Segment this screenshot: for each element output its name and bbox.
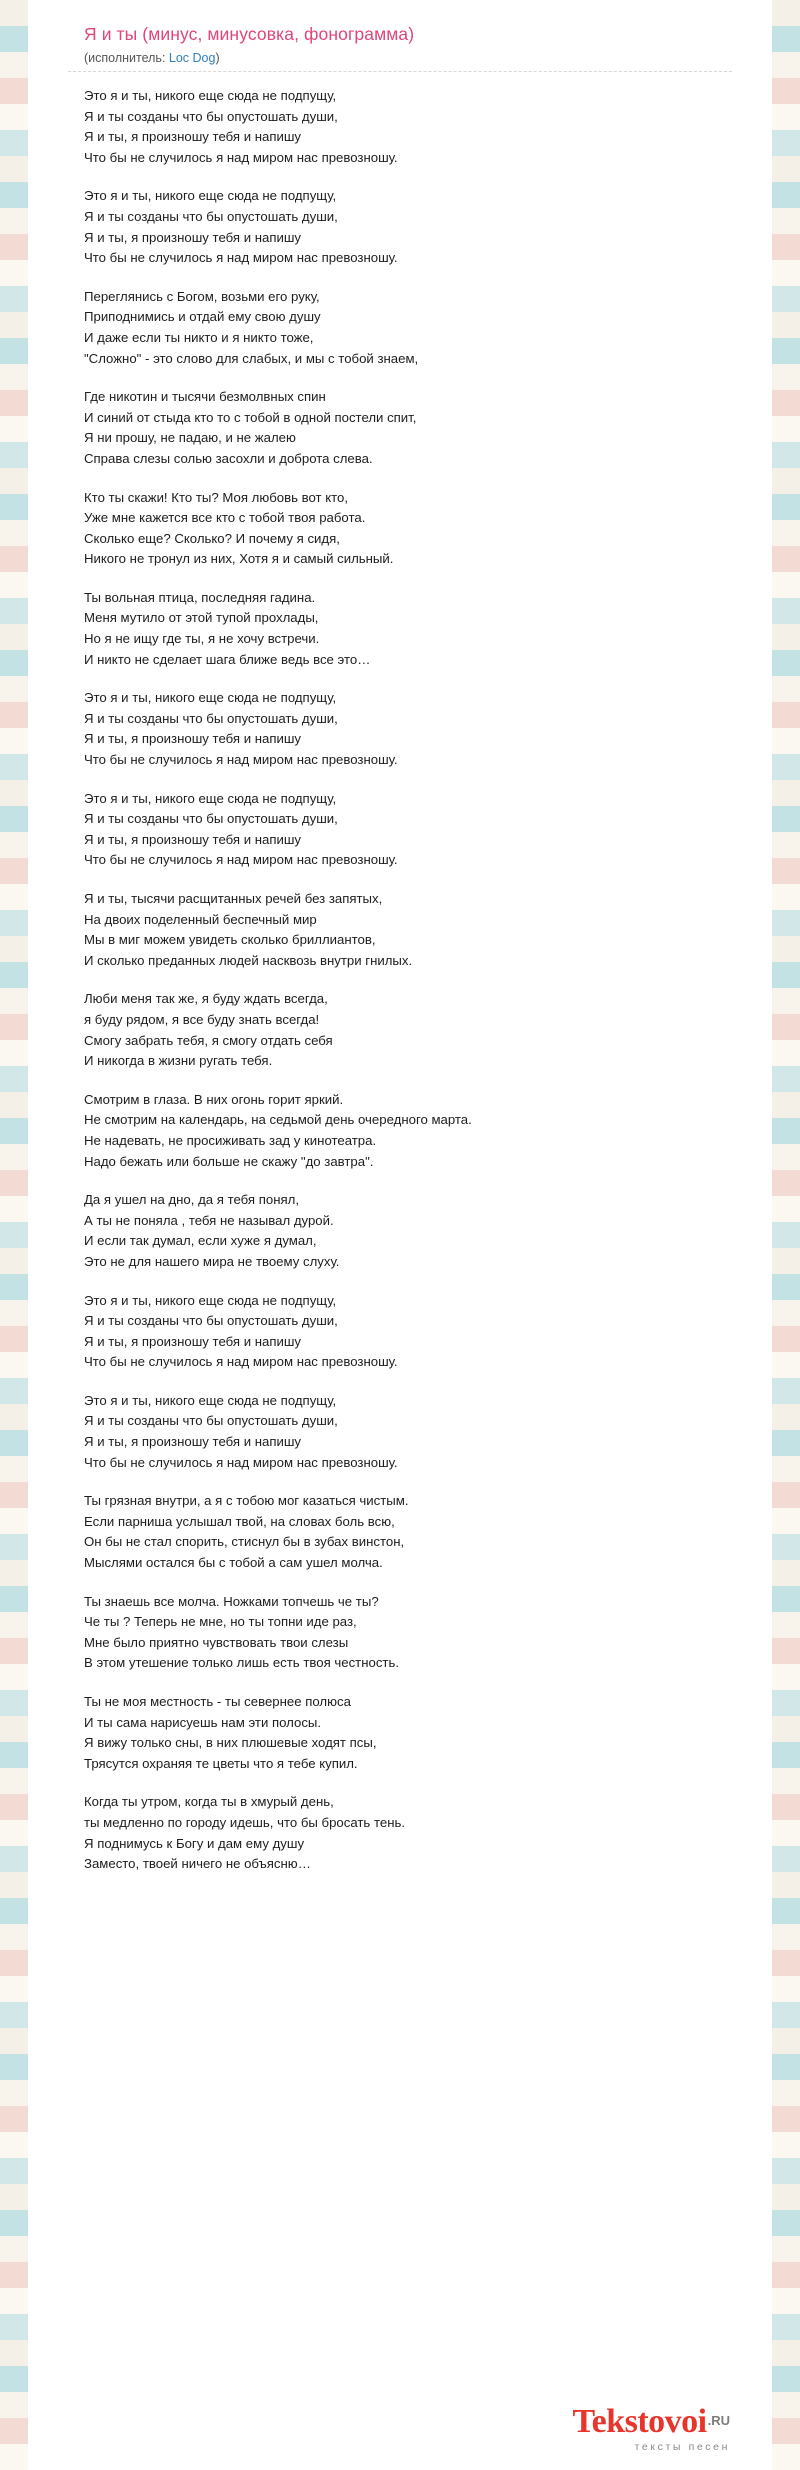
lyrics-line: Я и ты созданы что бы опустошать души,	[84, 710, 338, 726]
lyrics-verse	[84, 1090, 732, 1172]
lyrics-line: И ты сама нарисуешь нам эти полосы.	[84, 1714, 322, 1730]
lyrics-line: В этом утешение только лишь есть твоя честность.	[84, 1655, 399, 1671]
lyrics-line: И даже если ты никто и я никто тоже,	[84, 329, 314, 345]
lyrics-line: Это я и ты, никого еще сюда не подпущу,	[84, 1292, 337, 1308]
lyrics-verse	[84, 1391, 732, 1473]
lyrics-line: Трясутся охраняя те цветы что я тебе купил.	[84, 1755, 358, 1771]
logo-subtitle: тексты песен	[634, 2440, 730, 2453]
lyrics-line: Я и ты созданы что бы опустошать души,	[84, 208, 338, 224]
lyrics-line: Не смотрим на календарь, на седьмой день очередного марта.	[84, 1112, 472, 1128]
lyrics-line: Что бы не случилось я над миром нас превозношу.	[84, 1454, 398, 1470]
lyrics-line: Ты знаешь все молча. Ножками топчешь че ты?	[84, 1593, 379, 1609]
lyrics-line: Но я не ищу где ты, я не хочу встречи.	[84, 631, 320, 647]
lyrics-line: И никогда в жизни ругать тебя.	[84, 1053, 273, 1069]
lyrics-verse	[84, 488, 732, 570]
lyrics-line: Когда ты утром, когда ты в хмурый день,	[84, 1794, 334, 1810]
lyrics-verse	[84, 1491, 732, 1573]
lyrics-verse	[84, 1792, 732, 1874]
lyrics-line: И если так думал, если хуже я думал,	[84, 1233, 317, 1249]
lyrics-verse	[84, 86, 732, 168]
lyrics-verse	[84, 186, 732, 268]
lyrics-line: Я и ты созданы что бы опустошать души,	[84, 811, 338, 827]
lyrics-line: Я поднимусь к Богу и дам ему душу	[84, 1835, 305, 1851]
lyrics-line: Это я и ты, никого еще сюда не подпущу,	[84, 1392, 337, 1408]
lyrics-line: Я и ты, я произношу тебя и напишу	[84, 731, 302, 747]
lyrics-line: Да я ушел на дно, да я тебя понял,	[84, 1192, 299, 1208]
lyrics-verse	[84, 287, 732, 369]
lyrics-line: А ты не поняла , тебя не называл дурой.	[84, 1212, 334, 1228]
lyrics-line: Если парниша услышал твой, на словах боль всю,	[84, 1513, 395, 1529]
lyrics-line: Я и ты созданы что бы опустошать души,	[84, 1313, 338, 1329]
lyrics-line: Я и ты, я произношу тебя и напишу	[84, 229, 302, 245]
lyrics-line: ты медленно по городу идешь, что бы бросать тень.	[84, 1814, 406, 1830]
lyrics-line: Это я и ты, никого еще сюда не подпущу,	[84, 88, 337, 103]
lyrics-line: Я и ты, я произношу тебя и напишу	[84, 831, 302, 847]
lyrics-line: Надо бежать или больше не скажу "до завтра".	[84, 1153, 374, 1169]
lyrics-line: Ты грязная внутри, а я с тобою мог казаться чистым.	[84, 1493, 409, 1509]
artist-suffix-label: )	[215, 51, 220, 65]
lyrics-line: Я и ты, я произношу тебя и напишу	[84, 129, 302, 145]
lyrics-line: И никто не сделает шага ближе ведь все это…	[84, 651, 371, 667]
lyrics-line: Че ты ? Теперь не мне, но ты топни иде раз,	[84, 1614, 357, 1630]
lyrics-line: Это я и ты, никого еще сюда не подпущу,	[84, 188, 337, 204]
lyrics-verse	[84, 688, 732, 770]
logo-text: Tekstovoi	[572, 2402, 707, 2440]
lyrics-line: Сколько еще? Сколько? И почему я сидя,	[84, 530, 340, 546]
lyrics-page	[28, 0, 772, 2470]
lyrics-line: Уже мне кажется все кто с тобой твоя работа.	[84, 510, 366, 526]
lyrics-verse	[84, 1592, 732, 1674]
lyrics-line: Я и ты созданы что бы опустошать души,	[84, 108, 338, 124]
lyrics-line: Он бы не стал спорить, стиснул бы в зубах винстон,	[84, 1534, 405, 1550]
lyrics-line: Это я и ты, никого еще сюда не подпущу,	[84, 790, 337, 806]
lyrics-verse	[84, 588, 732, 670]
decorative-right-border	[772, 0, 800, 2470]
lyrics-line: я буду рядом, я все буду знать всегда!	[84, 1011, 320, 1027]
lyrics-line: Люби меня так же, я буду ждать всегда,	[84, 991, 328, 1007]
lyrics-body	[84, 86, 732, 1875]
lyrics-line: Никого не тронул из них, Хотя я и самый сильный.	[84, 551, 394, 567]
lyrics-line: Заместо, твоей ничего не объясню…	[84, 1856, 311, 1872]
lyrics-line: Что бы не случилось я над миром нас превозношу.	[84, 1354, 398, 1370]
decorative-left-border	[0, 0, 28, 2470]
lyrics-verse	[84, 889, 732, 971]
lyrics-line: Я вижу только сны, в них плюшевые ходят псы,	[84, 1735, 377, 1751]
divider	[68, 71, 732, 72]
lyrics-line: Меня мутило от этой тупой прохлады,	[84, 610, 319, 626]
lyrics-line: Смогу забрать тебя, я смогу отдать себя	[84, 1032, 333, 1048]
lyrics-line: И синий от стыда кто то с тобой в одной постели спит,	[84, 409, 417, 425]
lyrics-line: Ты вольная птица, последняя гадина.	[84, 589, 316, 605]
page-title: Я и ты (минус, минусовка, фонограмма)	[84, 24, 415, 44]
artist-link[interactable]: Loc Dog	[168, 51, 216, 65]
lyrics-line: Что бы не случилось я над миром нас превозношу.	[84, 250, 398, 266]
lyrics-line: Что бы не случилось я над миром нас превозношу.	[84, 852, 398, 868]
artist-prefix-label: (исполнитель:	[84, 51, 166, 65]
lyrics-line: Ты не моя местность - ты севернее полюса	[84, 1694, 351, 1709]
lyrics-line: Мыслями остался бы с тобой а сам ушел молча.	[84, 1555, 383, 1571]
lyrics-line: Я и ты, я произношу тебя и напишу	[84, 1333, 302, 1349]
lyrics-line: Я и ты созданы что бы опустошать души,	[84, 1413, 338, 1429]
lyrics-line: Не надевать, не просиживать зад у кинотеатра.	[84, 1132, 377, 1148]
lyrics-line: Приподнимись и отдай ему свою душу	[84, 309, 321, 325]
lyrics-verse	[84, 1291, 732, 1373]
lyrics-verse	[84, 387, 732, 469]
lyrics-verse	[84, 1190, 732, 1272]
lyrics-line: Я ни прошу, не падаю, и не жалею	[84, 430, 296, 446]
lyrics-line: Мы в миг можем увидеть сколько бриллиантов,	[84, 932, 376, 948]
lyrics-line: Что бы не случилось я над миром нас превозношу.	[84, 149, 398, 165]
lyrics-line: Что бы не случилось я над миром нас превозношу.	[84, 752, 398, 768]
lyrics-line: И сколько преданных людей насквозь внутри гнилых.	[84, 952, 413, 968]
lyrics-line: Это не для нашего мира не твоему слуху.	[84, 1253, 340, 1269]
lyrics-verse	[84, 989, 732, 1071]
lyrics-line: Справа слезы солью засохли и доброта слева.	[84, 450, 373, 466]
lyrics-line: Где никотин и тысячи безмолвных спин	[84, 389, 326, 405]
lyrics-line: Я и ты, я произношу тебя и напишу	[84, 1434, 302, 1450]
lyrics-verse	[84, 1692, 732, 1774]
lyrics-line: На двоих поделенный беспечный мир	[84, 911, 317, 927]
lyrics-line: Смотрим в глаза. В них огонь горит яркий.	[84, 1091, 344, 1107]
logo-tld: .RU	[707, 2413, 730, 2429]
artist-line	[84, 51, 732, 65]
lyrics-line: Кто ты скажи! Кто ты? Моя любовь вот кто,	[84, 489, 349, 505]
lyrics-verse	[84, 789, 732, 871]
lyrics-line: "Сложно" - это слово для слабых, и мы с тобой знаем,	[84, 350, 419, 366]
site-logo[interactable]	[572, 2402, 730, 2453]
lyrics-line: Я и ты, тысячи расщитанных речей без запятых,	[84, 891, 383, 906]
lyrics-line: Это я и ты, никого еще сюда не подпущу,	[84, 690, 337, 706]
lyrics-line: Мне было приятно чувствовать твои слезы	[84, 1634, 349, 1650]
lyrics-line: Переглянись с Богом, возьми его руку,	[84, 288, 320, 304]
